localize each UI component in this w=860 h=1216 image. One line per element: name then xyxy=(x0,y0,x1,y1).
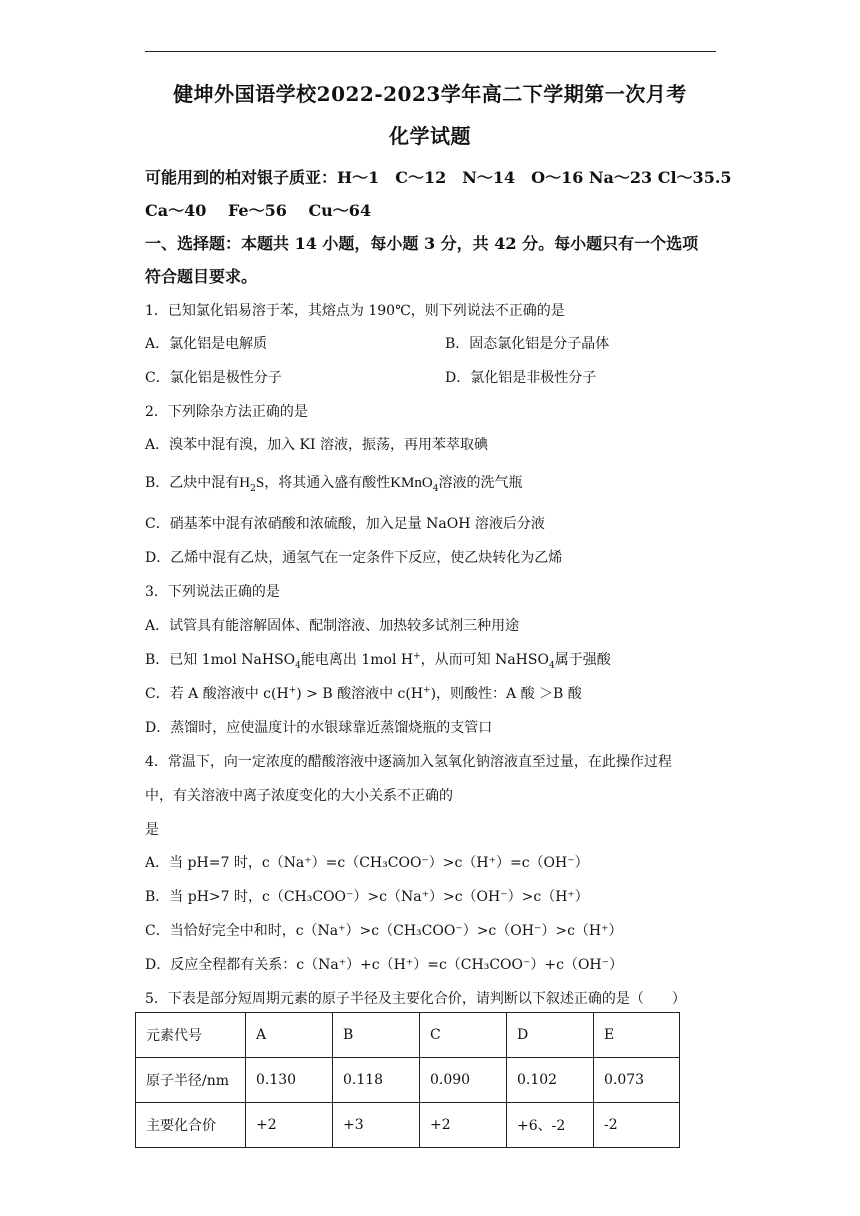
q3-option-b-sub-2: 4 xyxy=(548,660,555,671)
table-cell: +3 xyxy=(333,1103,420,1148)
q3-option-c-text-1: C．若 A 酸溶液中 c(H xyxy=(145,686,289,702)
q4-stem-line-1: 4．常温下，向一定浓度的醋酸溶液中逐滴加入氢氧化钠溶液直至过量，在此操作过程 xyxy=(145,754,672,770)
table-cell: 0.090 xyxy=(420,1058,507,1103)
h2s-formula-sub: 2 xyxy=(250,483,256,494)
q2-stem: 2．下列除杂方法正确的是 xyxy=(145,404,308,420)
table-cell: +2 xyxy=(420,1103,507,1148)
q2-option-b-text-2: ，将其通入盛有酸性 xyxy=(264,475,391,491)
table-row xyxy=(136,1058,680,1103)
q3-option-b xyxy=(145,649,611,671)
kmno4-formula: KMnO xyxy=(390,475,433,491)
table-cell: 原子半径/nm xyxy=(136,1058,246,1103)
table-cell: -2 xyxy=(594,1103,680,1148)
q4-stem-line-3: 是 xyxy=(145,822,159,838)
q2-option-b-text-1: B．乙炔中混有 xyxy=(145,475,240,491)
q1-option-a: A．氯化铝是电解质 xyxy=(145,336,268,352)
table-cell: 元素代号 xyxy=(136,1013,246,1058)
q3-option-b-text-2: 能电离出 1mol H xyxy=(300,652,414,668)
q4-option-c: C．当恰好完全中和时，c（Na⁺）>c（CH₃COO⁻）>c（OH⁻）>c（H⁺） xyxy=(145,923,623,939)
section-heading-line-2: 符合题目要求。 xyxy=(145,267,258,286)
table-cell: +6、-2 xyxy=(507,1103,594,1148)
element-table xyxy=(135,1012,680,1148)
h2s-formula-s: S xyxy=(255,475,265,491)
q2-option-a: A．溴苯中混有溴，加入 KI 溶液，振荡，再用苯萃取碘 xyxy=(145,437,488,453)
q1-option-d: D．氯化铝是非极性分子 xyxy=(445,370,597,386)
q3-option-b-text-3: ，从而可知 NaHSO xyxy=(420,652,549,668)
q3-option-b-text-1: B．已知 1mol NaHSO xyxy=(145,652,296,668)
q1-option-c: C．氯化铝是极性分子 xyxy=(145,370,282,386)
q5-stem: 5．下表是部分短周期元素的原子半径及主要化合价，请判断以下叙述正确的是（ ） xyxy=(145,991,686,1007)
q1-option-b: B．固态氯化铝是分子晶体 xyxy=(445,336,610,352)
table-row xyxy=(136,1103,680,1148)
q3-option-b-text-4: 属于强酸 xyxy=(554,652,611,668)
q3-option-a: A．试管具有能溶解固体、配制溶液、加热较多试剂三种用途 xyxy=(145,618,520,634)
table-cell: D xyxy=(507,1013,594,1058)
kmno4-formula-sub: 4 xyxy=(432,483,439,494)
q2-option-c: C．硝基苯中混有浓硝酸和浓硫酸，加入足量 NaOH 溶液后分液 xyxy=(145,516,545,532)
exam-title: 健坤外国语学校2022-2023学年高二下学期第一次月考 xyxy=(173,82,687,106)
table-cell: A xyxy=(246,1013,333,1058)
q4-stem-line-2: 中，有关溶液中离子浓度变化的大小关系不正确的 xyxy=(145,788,453,804)
q2-option-b-text-3: 溶液的洗气瓶 xyxy=(438,475,523,491)
q3-option-b-sub-1: 4 xyxy=(295,660,301,671)
table-cell: 0.073 xyxy=(594,1058,680,1103)
atomic-masses-line-2: Ca～40 Fe～56 Cu～64 xyxy=(145,201,372,220)
q3-option-c-text-3: )，则酸性：A 酸 ＞B 酸 xyxy=(430,686,582,702)
q3-stem: 3．下列说法正确的是 xyxy=(145,584,280,600)
q3-option-d: D．蒸馏时，应使温度计的水银球靠近蒸馏烧瓶的支管口 xyxy=(145,720,493,736)
header-rule xyxy=(145,51,716,52)
q3-option-c-sup-1: + xyxy=(288,685,297,696)
table-row xyxy=(136,1013,680,1058)
q4-option-a: A．当 pH=7 时，c（Na⁺）=c（CH₃COO⁻）>c（H⁺）=c（OH⁻） xyxy=(145,855,589,871)
q3-option-c xyxy=(145,683,582,703)
q1-stem: 1．已知氯化铝易溶于苯，其熔点为 190℃，则下列说法不正确的是 xyxy=(145,303,565,319)
table-cell: B xyxy=(333,1013,420,1058)
exam-subtitle: 化学试题 xyxy=(389,124,471,148)
q3-option-b-sup: + xyxy=(413,651,421,662)
q4-option-d: D．反应全程都有关系：c（Na⁺）+c（H⁺）=c（CH₃COO⁻）+c（OH⁻） xyxy=(145,957,624,973)
q3-option-c-text-2: ) > B 酸溶液中 c(H xyxy=(296,686,424,702)
table-cell: +2 xyxy=(246,1103,333,1148)
table-cell: C xyxy=(420,1013,507,1058)
table-cell: E xyxy=(594,1013,680,1058)
table-cell: 0.130 xyxy=(246,1058,333,1103)
atomic-masses-line-1: 可能用到的柏对银子质亚：H～1 C～12 N～14 O～16 Na～23 Cl～35.5 xyxy=(145,168,732,187)
q4-option-b: B．当 pH>7 时，c（CH₃COO⁻）>c（Na⁺）>c（OH⁻）>c（H⁺） xyxy=(145,889,589,905)
h2s-formula-h: H xyxy=(239,475,251,491)
q2-option-d: D．乙烯中混有乙炔，通氢气在一定条件下反应，使乙炔转化为乙烯 xyxy=(145,550,563,566)
table-cell: 0.102 xyxy=(507,1058,594,1103)
q3-option-c-sup-2: + xyxy=(423,685,431,696)
section-heading-line-1: 一、选择题：本题共 14 小题，每小题 3 分，共 42 分。每小题只有一个选项 xyxy=(145,234,699,253)
table-cell: 0.118 xyxy=(333,1058,420,1103)
q2-option-b xyxy=(145,472,522,494)
table-cell: 主要化合价 xyxy=(136,1103,246,1148)
